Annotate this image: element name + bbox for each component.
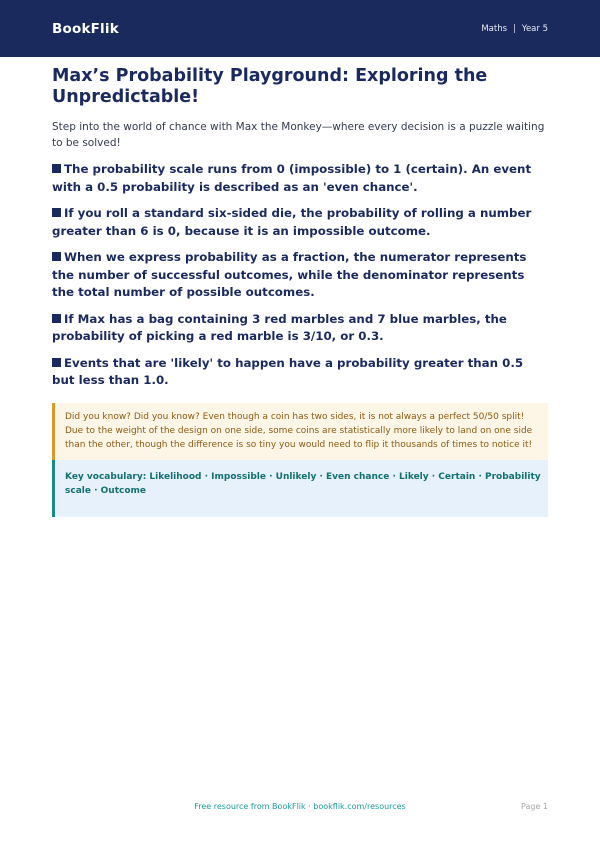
square-bullet-icon [52,164,61,173]
fact-text: If you roll a standard six-sided die, the probability of rolling a number greater than 6 is 0, because it is an impossible outcome. [52,206,532,238]
square-bullet-icon [52,252,61,261]
square-bullet-icon [52,314,61,323]
brand-logo[interactable]: BookFlik [52,20,119,37]
fact-text: Events that are 'likely' to happen have a probability greater than 0.5 but less than 1.0. [52,355,524,387]
fact-item [52,249,548,302]
fact-list [52,161,548,390]
subject-label: Maths [481,23,508,34]
square-bullet-icon [52,208,61,217]
fact-item [52,205,548,240]
page-title: Max’s Probability Playground: Exploring the Unpredictable! [52,66,488,107]
fact-text: When we express probability as a fraction, the numerator represents the number of successful outcomes, while the denominator represents the total number of possible outcomes. [52,250,527,299]
breadcrumb-separator: | [513,23,516,34]
fact-item [52,161,548,196]
square-bullet-icon [52,358,61,367]
footer-resource-link[interactable]: Free resource from BookFlik · bookflik.com/resources [194,802,406,811]
main-content [52,66,548,517]
intro-text: Step into the world of chance with Max the Monkey—where every decision is a puzzle waiting to be solved! [52,121,545,149]
fact-text: The probability scale runs from 0 (impossible) to 1 (certain). An event with a 0.5 probability is described as an 'even chance'. [52,162,532,194]
page-number: Page 1 [521,802,548,811]
year-label: Year 5 [521,23,548,34]
did-you-know-callout: Did you know? Did you know? Even though a coin has two sides, it is not always a perfect 50/50 split! Due to the weight of the design on one side, some coins are statistically more likely to land on one side than the other, though the difference is so tiny you would need to flip it thousands of times to notice it! [52,403,548,460]
fact-item [52,311,548,346]
breadcrumb [481,24,548,34]
fact-text: If Max has a bag containing 3 red marbles and 7 blue marbles, the probability of picking a red marble is 3/10, or 0.3. [52,311,507,343]
key-vocabulary-box: Key vocabulary: Likelihood · Impossible · Unlikely · Even chance · Likely · Certain · Probability scale · Outcome [52,460,548,517]
fact-item [52,355,548,390]
site-header [0,0,600,57]
